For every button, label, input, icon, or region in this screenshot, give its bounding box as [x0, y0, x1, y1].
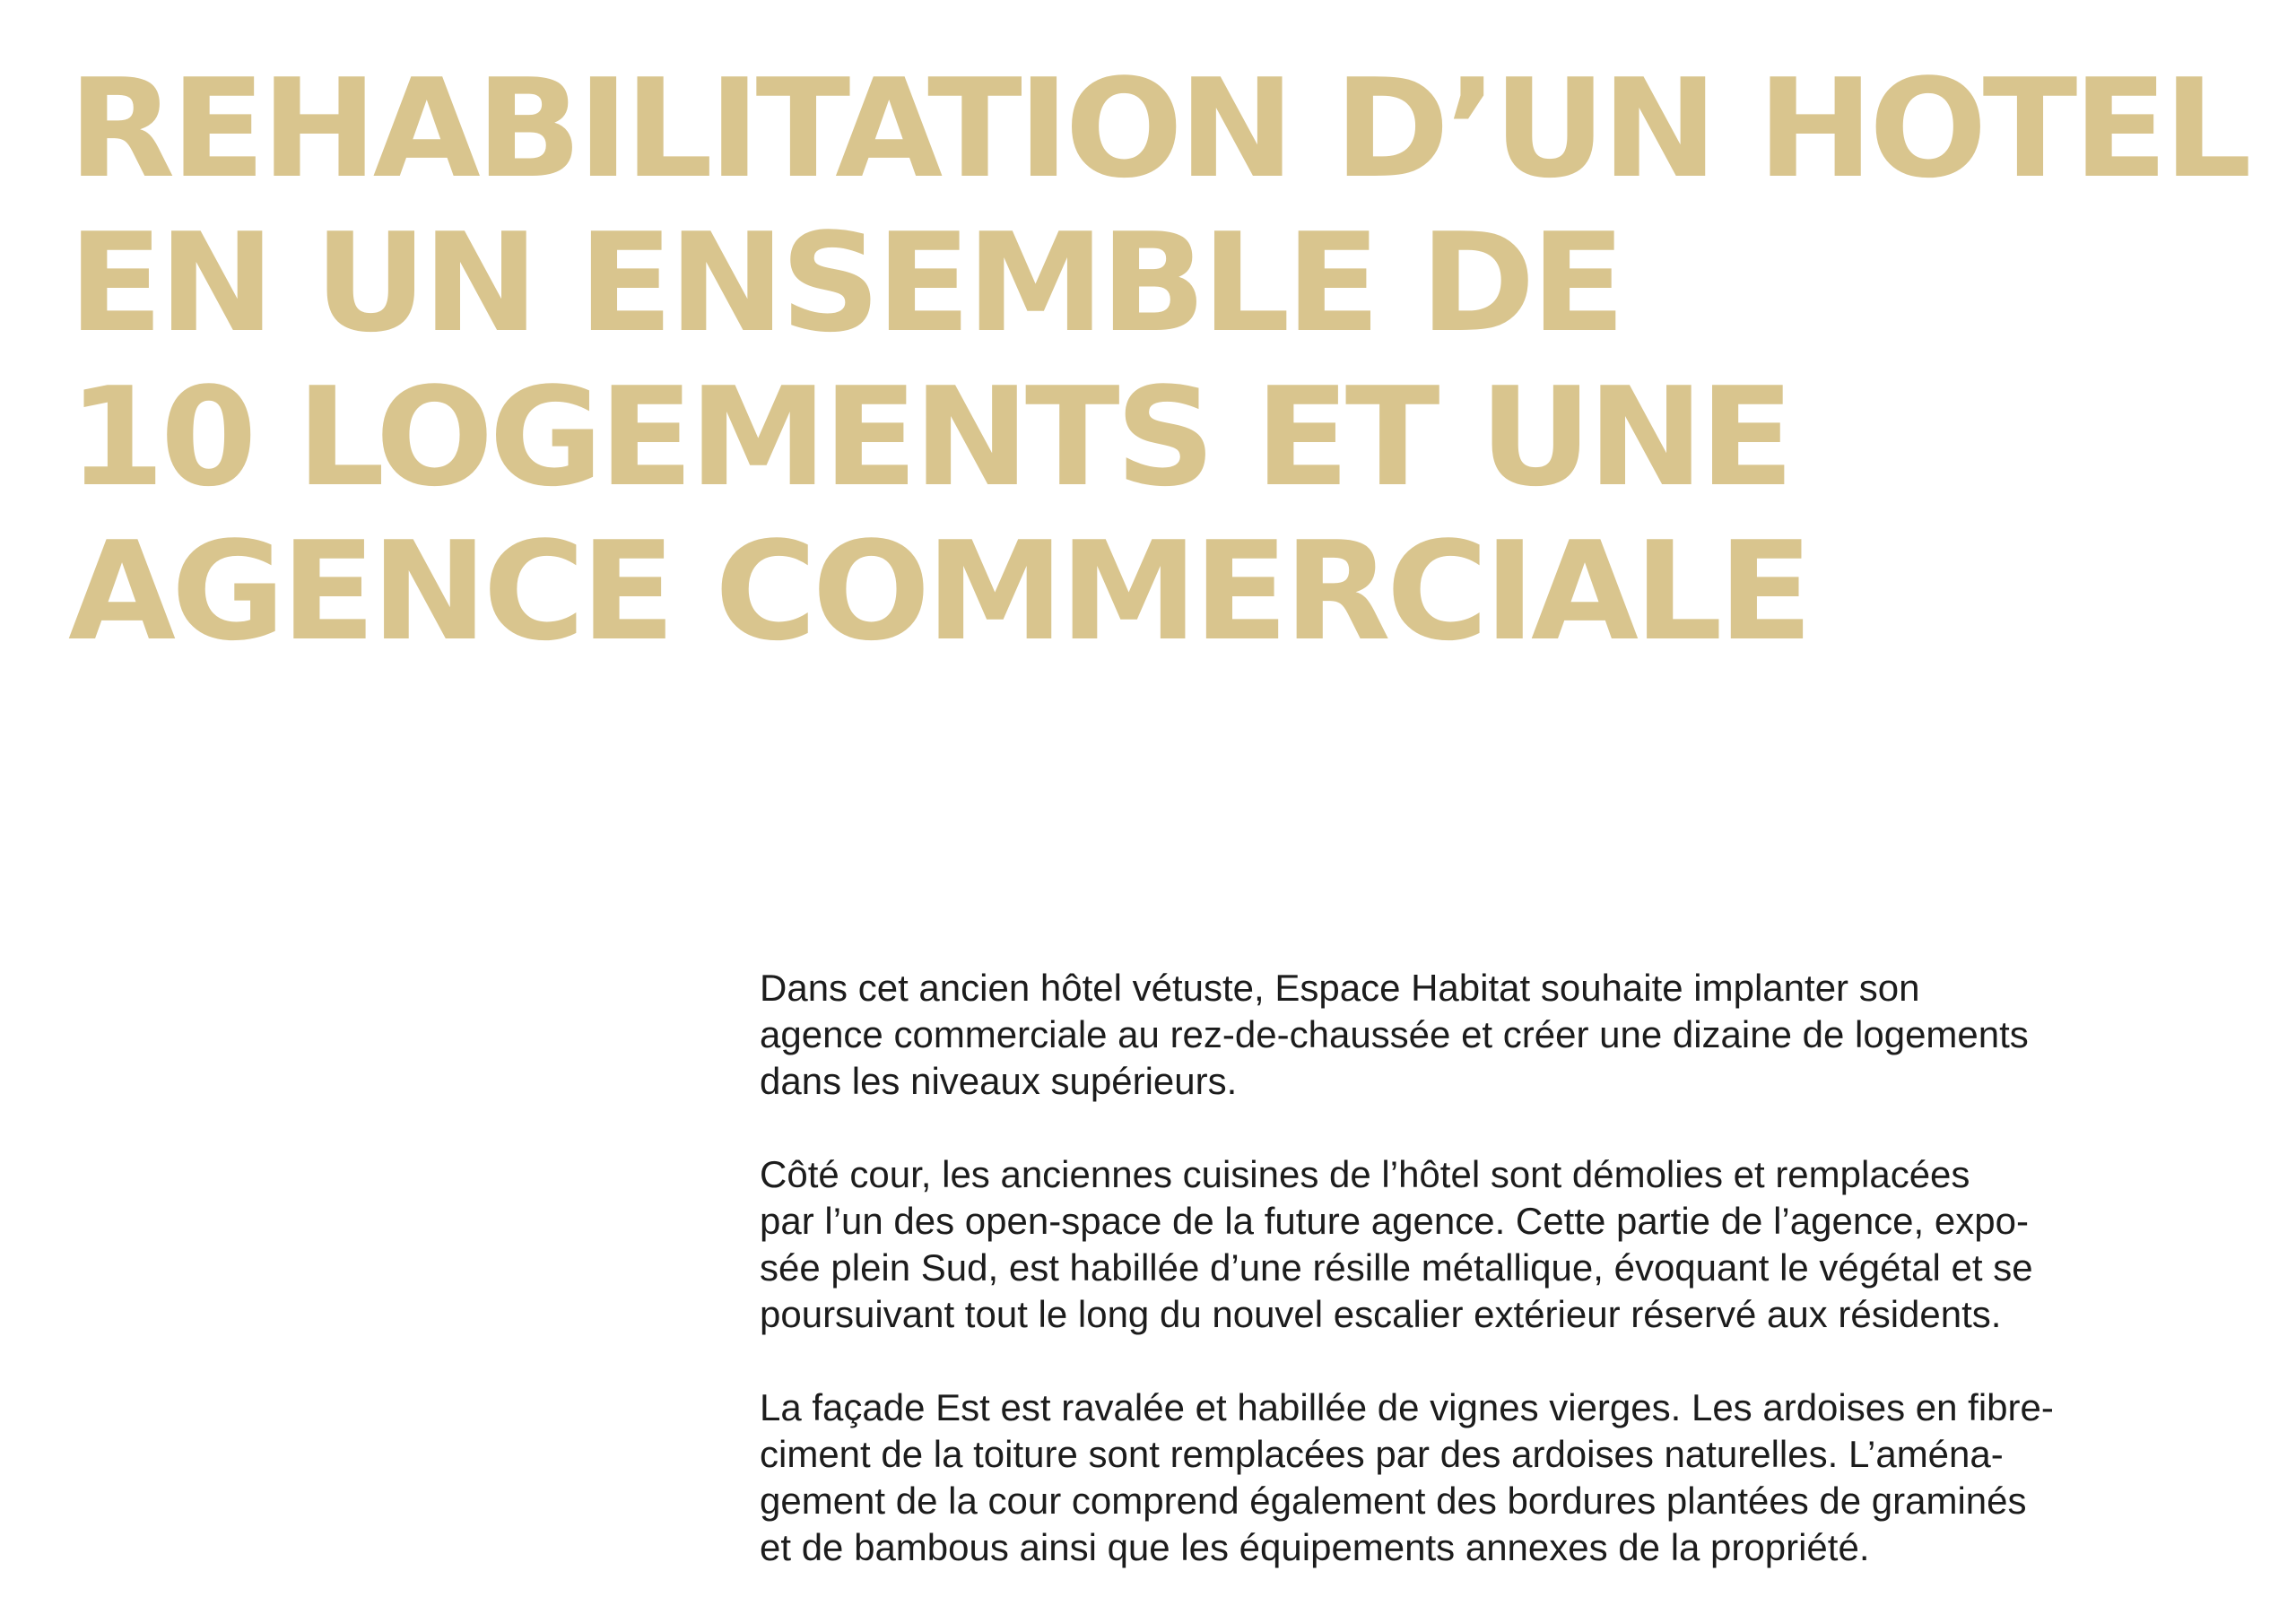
text-line: agence commerciale au rez-de-chaussée et créer une dizaine de logements — [760, 1013, 2029, 1055]
text-line: par l’un des open-space de la future agence. Cette partie de l’agence, expo- — [760, 1200, 2029, 1242]
text-line: et de bambous ainsi que les équipements annexes de la propriété. — [760, 1526, 1870, 1568]
text-line: sée plein Sud, est habillée d’une résille métallique, évoquant le végétal et se — [760, 1246, 2033, 1289]
text-line: gement de la cour comprend également des bordures plantées de graminés — [760, 1480, 2027, 1522]
paragraph-facade — [760, 1384, 2248, 1571]
title-line: AGENCE COMMERCIALE — [68, 512, 1809, 671]
text-line: ciment de la toiture sont remplacées par des ardoises naturelles. L’aména- — [760, 1433, 2004, 1475]
page-title — [68, 49, 2248, 671]
text-line: dans les niveaux supérieurs. — [760, 1060, 1238, 1102]
title-line: EN UN ENSEMBLE DE — [68, 204, 1622, 362]
text-line: Dans cet ancien hôtel vétuste, Espace Habitat souhaite implanter son — [760, 967, 1920, 1009]
text-line: poursuivant tout le long du nouvel escalier extérieur réservé aux résidents. — [760, 1293, 2002, 1335]
title-line: 10 LOGEMENTS ET UNE — [68, 358, 1790, 516]
text-line: Côté cour, les anciennes cuisines de l’hôtel sont démolies et remplacées — [760, 1153, 1970, 1195]
body-text — [760, 965, 2248, 1618]
title-line: REHABILITATION D’UN HOTEL — [68, 49, 2248, 208]
paragraph-courtyard — [760, 1151, 2248, 1338]
paragraph-agency — [760, 965, 2248, 1105]
text-line: La façade Est est ravalée et habillée de vignes vierges. Les ardoises en fibre- — [760, 1386, 2054, 1428]
